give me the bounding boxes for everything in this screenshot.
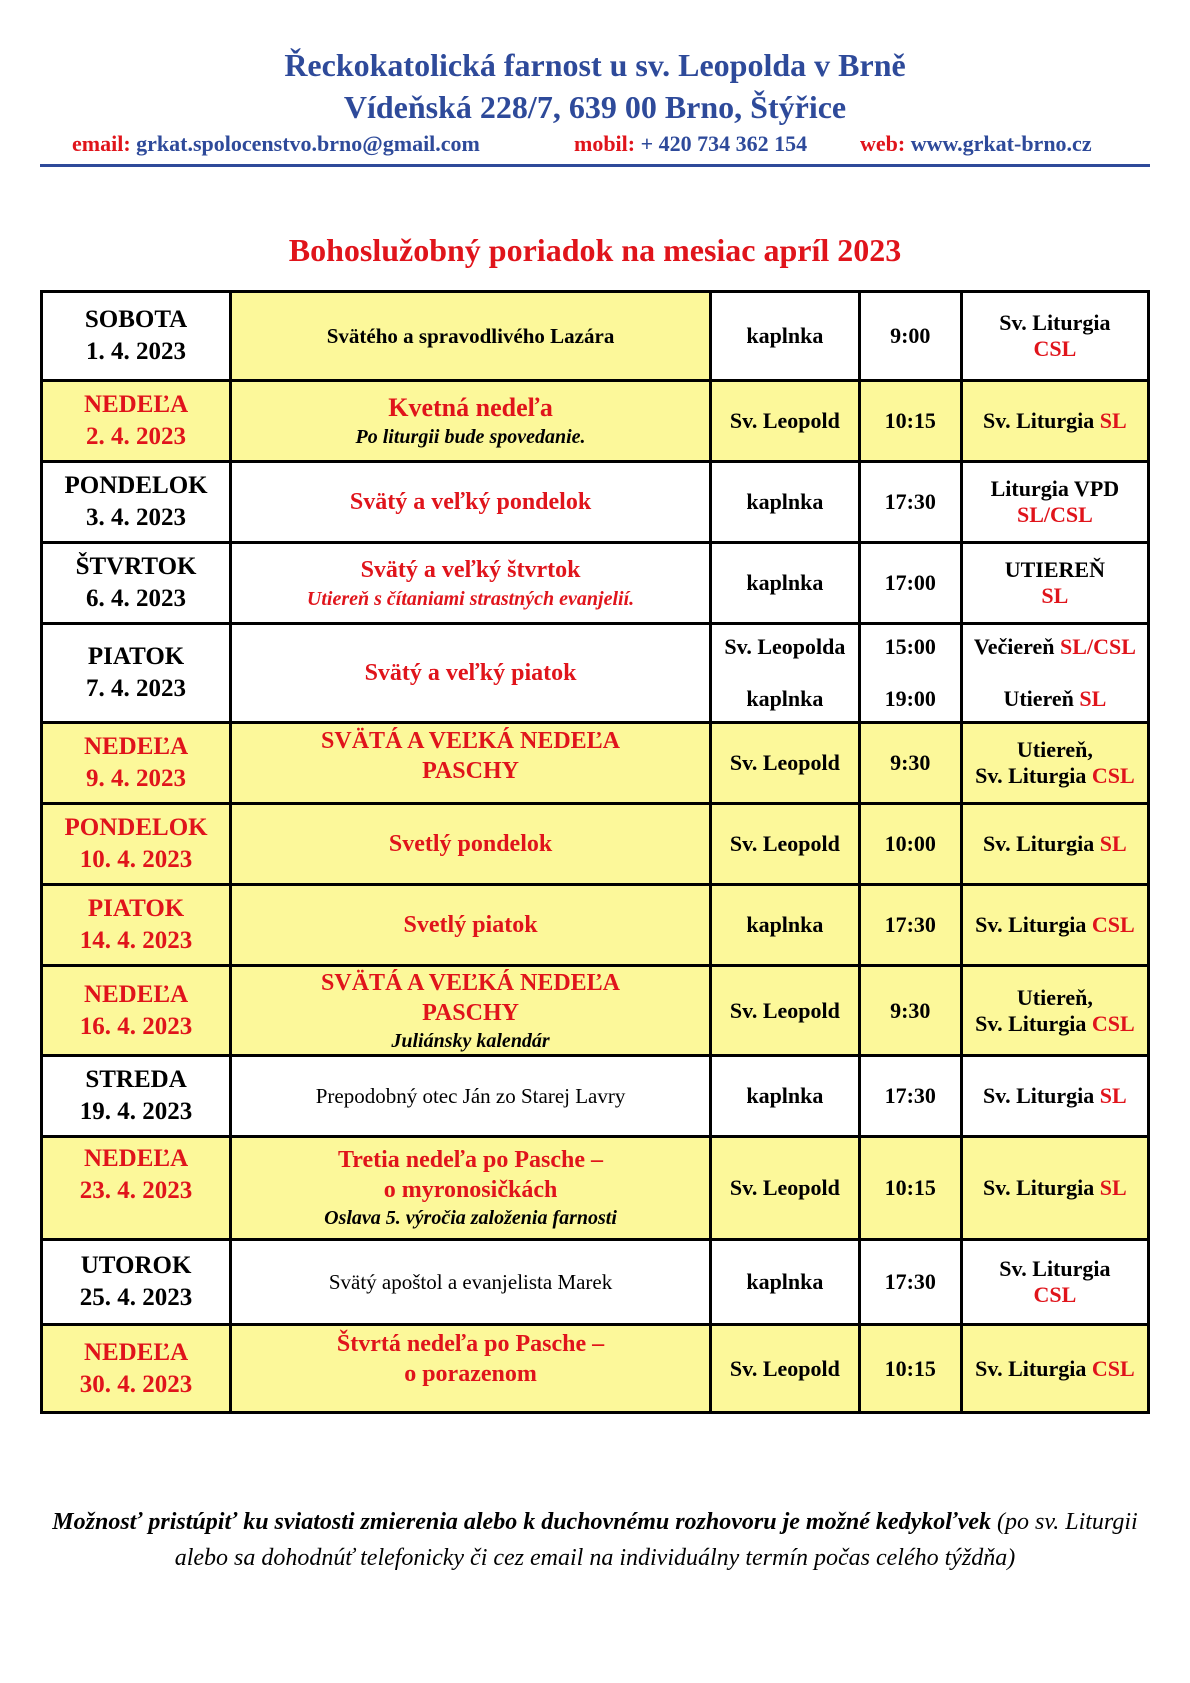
- page-title: Bohoslužobný poriadok na mesiac apríl 2023: [288, 232, 902, 268]
- feast-cell: Svätého a spravodlivého Lazára: [231, 292, 711, 381]
- mobil-number: + 420 734 362 154: [640, 131, 808, 156]
- service-cell: Sv. Liturgia SL: [961, 381, 1148, 462]
- table-row: [42, 543, 1149, 624]
- mobil-block: [574, 131, 807, 157]
- feast-cell: Prepodobný otec Ján zo Starej Lavry: [231, 1056, 711, 1137]
- email-link[interactable]: grkat.spolocenstvo.brno@gmail.com: [136, 131, 480, 156]
- web-block: [860, 131, 1092, 157]
- day-cell: SOBOTA 1. 4. 2023: [42, 292, 231, 381]
- place-cell: Sv. Leopold: [710, 1137, 859, 1240]
- parish-name: Řeckokatolická farnost u sv. Leopolda v Brně: [284, 47, 906, 83]
- place-cell: Sv. Leopold: [710, 804, 859, 885]
- table-row: [42, 723, 1149, 804]
- day-cell: NEDEĽA 30. 4. 2023: [42, 1325, 231, 1413]
- day-cell: ŠTVRTOK 6. 4. 2023: [42, 543, 231, 624]
- service-cell: Utiereň, Sv. Liturgia CSL: [961, 723, 1148, 804]
- time-cell: 15:00 19:00: [859, 624, 961, 723]
- time-cell: 10:00: [859, 804, 961, 885]
- table-row: [42, 1240, 1149, 1325]
- time-cell: 10:15: [859, 1325, 961, 1413]
- place-cell: Sv. Leopold: [710, 381, 859, 462]
- feast-cell: SVÄTÁ A VEĽKÁ NEDEĽA PASCHY Juliánsky kalendár: [231, 966, 711, 1056]
- place-cell: kaplnka: [710, 1240, 859, 1325]
- email-block: [72, 131, 480, 157]
- service-cell: Sv. Liturgia CSL: [961, 885, 1148, 966]
- table-row: [42, 804, 1149, 885]
- footer-rest: (po sv. Liturgii alebo sa dohodnúť telefonicky či cez email na individuálny termín počas celého týždňa): [174, 1509, 1138, 1571]
- place-cell: kaplnka: [710, 543, 859, 624]
- day-cell: PIATOK 7. 4. 2023: [42, 624, 231, 723]
- time-cell: 9:30: [859, 723, 961, 804]
- table-row: [42, 462, 1149, 543]
- service-cell: Sv. Liturgia SL: [961, 1056, 1148, 1137]
- web-link[interactable]: www.grkat-brno.cz: [910, 131, 1092, 156]
- parish-address: Vídeňská 228/7, 639 00 Brno, Štýřice: [343, 89, 847, 125]
- feast-cell: Svätý apoštol a evanjelista Marek: [231, 1240, 711, 1325]
- mobil-label: mobil:: [574, 131, 636, 156]
- time-cell: 9:30: [859, 966, 961, 1056]
- time-cell: 17:30: [859, 1240, 961, 1325]
- service-cell: Sv. Liturgia SL: [961, 804, 1148, 885]
- service-cell: UTIEREŇ SL: [961, 543, 1148, 624]
- footer-note: [50, 1504, 1140, 1576]
- day-cell: UTOROK 25. 4. 2023: [42, 1240, 231, 1325]
- day-cell: NEDEĽA 2. 4. 2023: [42, 381, 231, 462]
- feast-cell: Svetlý pondelok: [231, 804, 711, 885]
- service-cell: Sv. Liturgia CSL: [961, 1325, 1148, 1413]
- place-cell: kaplnka: [710, 462, 859, 543]
- service-cell: Večiereň SL/CSL Utiereň SL: [961, 624, 1148, 723]
- day-cell: NEDEĽA 9. 4. 2023: [42, 723, 231, 804]
- service-cell: Sv. Liturgia CSL: [961, 1240, 1148, 1325]
- feast-cell: Tretia nedeľa po Pasche – o myronosičkách Oslava 5. výročia založenia farnosti: [231, 1137, 711, 1240]
- table-row: [42, 292, 1149, 381]
- time-cell: 17:30: [859, 462, 961, 543]
- footer-bold: Možnosť pristúpiť ku sviatosti zmierenia alebo k duchovnému rozhovoru je možné kedykoľvek: [52, 1509, 992, 1535]
- feast-cell: Svetlý piatok: [231, 885, 711, 966]
- table-row: [42, 1325, 1149, 1413]
- table-row: [42, 381, 1149, 462]
- place-cell: Sv. Leopold: [710, 723, 859, 804]
- header-divider: [40, 164, 1150, 167]
- place-cell: Sv. Leopold: [710, 966, 859, 1056]
- service-cell: Utiereň, Sv. Liturgia CSL: [961, 966, 1148, 1056]
- time-cell: 17:00: [859, 543, 961, 624]
- place-cell: kaplnka: [710, 885, 859, 966]
- place-cell: Sv. Leopold: [710, 1325, 859, 1413]
- table-row: [42, 1137, 1149, 1240]
- service-cell: Sv. Liturgia SL: [961, 1137, 1148, 1240]
- feast-cell: Svätý a veľký piatok: [231, 624, 711, 723]
- day-cell: PIATOK 14. 4. 2023: [42, 885, 231, 966]
- time-cell: 9:00: [859, 292, 961, 381]
- day-cell: NEDEĽA 23. 4. 2023: [42, 1137, 231, 1240]
- table-row: [42, 1056, 1149, 1137]
- time-cell: 10:15: [859, 1137, 961, 1240]
- day-cell: PONDELOK 3. 4. 2023: [42, 462, 231, 543]
- table-row: [42, 885, 1149, 966]
- day-cell: PONDELOK 10. 4. 2023: [42, 804, 231, 885]
- email-label: email:: [72, 131, 131, 156]
- table-row: [42, 966, 1149, 1056]
- service-cell: Sv. Liturgia CSL: [961, 292, 1148, 381]
- place-cell: kaplnka: [710, 1056, 859, 1137]
- feast-cell: Svätý a veľký pondelok: [231, 462, 711, 543]
- feast-cell: Svätý a veľký štvrtok Utiereň s čítaniami strastných evanjelií.: [231, 543, 711, 624]
- time-cell: 17:30: [859, 1056, 961, 1137]
- place-cell: Sv. Leopolda kaplnka: [710, 624, 859, 723]
- day-cell: STREDA 19. 4. 2023: [42, 1056, 231, 1137]
- place-cell: kaplnka: [710, 292, 859, 381]
- service-cell: Liturgia VPD SL/CSL: [961, 462, 1148, 543]
- feast-cell: SVÄTÁ A VEĽKÁ NEDEĽA PASCHY: [231, 723, 711, 804]
- feast-cell: Kvetná nedeľa Po liturgii bude spovedanie.: [231, 381, 711, 462]
- web-label: web:: [860, 131, 906, 156]
- day-cell: NEDEĽA 16. 4. 2023: [42, 966, 231, 1056]
- schedule-table: [40, 290, 1150, 1414]
- table-row: [42, 624, 1149, 723]
- time-cell: 10:15: [859, 381, 961, 462]
- time-cell: 17:30: [859, 885, 961, 966]
- header: [0, 44, 1190, 128]
- feast-cell: Štvrtá nedeľa po Pasche – o porazenom: [231, 1325, 711, 1413]
